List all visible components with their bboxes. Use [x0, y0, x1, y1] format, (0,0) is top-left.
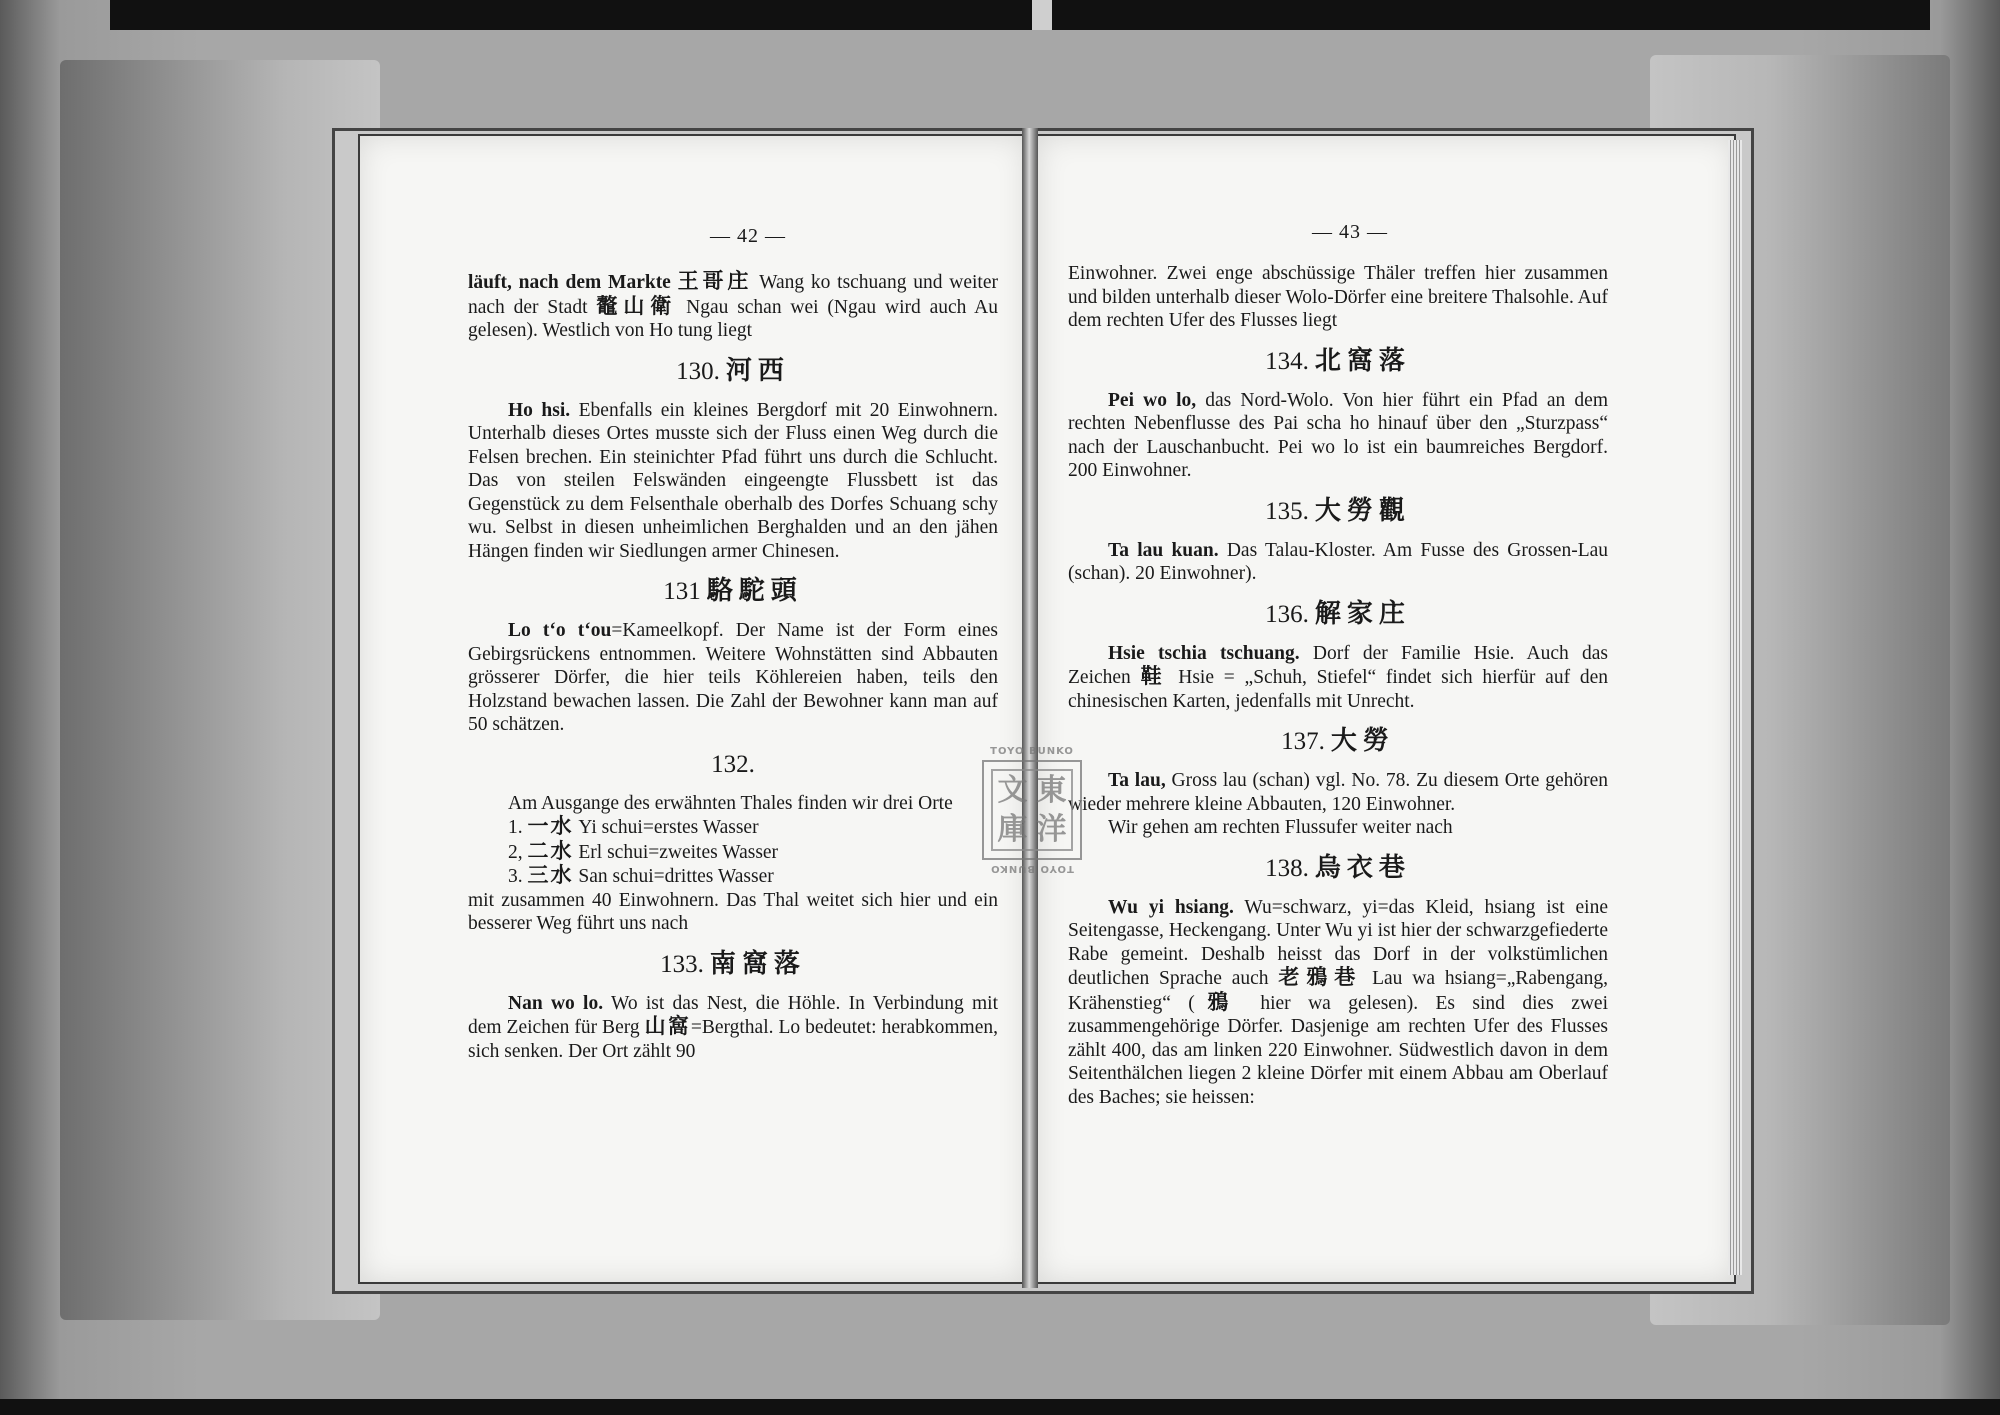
- entry-heading-130: [468, 354, 998, 389]
- opening-text-a: läuft, nach dem Markte: [468, 272, 678, 293]
- list-text: Yi schui=erstes Wasser: [578, 817, 759, 838]
- opening-paragraph: Einwohner. Zwei enge abschüssige Thäler treffen hier zusammen und bilden unterhalb dieser Wolo-Dörfer eine breitere Thalsohle. Auf dem rechten Ufer des Flusses liegt: [1068, 263, 1608, 331]
- entry-body: Wo ist das Nest, die Höhle. In Verbindung mit dem Zeichen für Berg: [468, 992, 998, 1038]
- scan-top-gap: [1032, 0, 1052, 30]
- list-item: [508, 815, 998, 840]
- entry-text-136: [1068, 642, 1608, 714]
- entry-heading-138: [1068, 851, 1608, 886]
- entry-lead: Pei wo lo,: [1108, 389, 1197, 411]
- entry-heading-137: [1068, 724, 1608, 759]
- library-stamp: [982, 746, 1082, 874]
- chinese-characters: 鞋: [1140, 664, 1169, 688]
- entry-heading-134: [1068, 344, 1608, 379]
- chinese-characters: 王哥庄: [677, 269, 753, 293]
- heading-number: 135.: [1265, 497, 1309, 525]
- entry-text-135: [1068, 539, 1608, 586]
- scan-top-edge: [110, 0, 1930, 30]
- stamp-char: 東: [1036, 773, 1067, 808]
- entry-body: Hsie = „Schuh, Stiefel“ findet sich hierfür auf den chinesischen Karten, jedenfalls mit Unrecht.: [1068, 667, 1609, 712]
- entry-text-134: [1068, 389, 1608, 483]
- chinese-characters: 一水: [527, 814, 574, 838]
- entry-lead: Ta lau,: [1108, 770, 1166, 791]
- heading-chinese: 解家庄: [1314, 598, 1411, 629]
- entry-body: Wu=schwarz, yi=das Kleid, hsiang ist eine Seitengasse, Heckengang. Unter Wu yi ist hier der schwarzgefiederte Rabe gemeint. Deshalb heisst das Dorf in der volkstümlichen deutlichen Sprache auch: [1068, 896, 1608, 989]
- heading-chinese: 烏衣巷: [1314, 852, 1411, 883]
- page-edges: [1728, 140, 1742, 1275]
- book-gutter: [1022, 128, 1038, 1288]
- entry-heading-133: [468, 947, 998, 982]
- opening-paragraph: [468, 270, 998, 343]
- entry-body: =Bergthal. Lo bedeutet: herabkommen, sich senken. Der Ort zählt 90: [468, 1017, 998, 1062]
- entry-body: Lau wa hsiang=„Rabengang, Krähenstieg“ (: [1068, 968, 1609, 1014]
- heading-chinese: 大勞: [1330, 726, 1395, 756]
- entry-body: =Kameelkopf. Der Name ist der Form eines Gebirgsrückens entnommen. Weitere Wohnstätten sind Abbauten grösserer Dörfer, die hier teils Köhlereien haben, teils den Holzstand bewachen lassen. Die Zahl der Bewohner kann man auf 50 schätzen.: [468, 620, 999, 735]
- entry-lead: Wu yi hsiang.: [1108, 896, 1234, 918]
- heading-chinese: 河西: [725, 355, 790, 386]
- village-list: [468, 815, 998, 889]
- entry-body: das Nord-Wolo. Von hier führt ein Pfad an dem rechten Nebenflusse des Pai scha ho hinauf über den „Sturzpass“ nach der Lauschanbucht. Pei wo lo ist ein baumreiches Bergdorf. 200 Einwohner.: [1068, 389, 1608, 481]
- chinese-characters: 三水: [527, 863, 574, 887]
- heading-chinese: 駱駝頭: [706, 576, 803, 606]
- stamp-label-bottom: TOYO BUNKO: [990, 863, 1074, 874]
- heading-number: 132.: [711, 750, 755, 778]
- heading-number: 130.: [676, 357, 720, 385]
- entry-body: hier wa gelesen). Es sind dies zwei zusammengehörige Dörfer. Dasjenige am rechten Ufer des Flusses zählt 400, das am linken 220 Einwohner. Südwestlich davon in dem Seitenthälchen liegen 2 kleine Dörfer mit einem Abbau am Oberlauf des Baches; sie heissen:: [1068, 992, 1609, 1108]
- left-page-text: [468, 270, 998, 1063]
- heading-chinese: 大勞觀: [1314, 495, 1411, 526]
- entry-text-132-outro: mit zusammen 40 Einwohnern. Das Thal weitet sich hier und ein besserer Weg führt uns nach: [468, 889, 998, 934]
- entry-text-131: [468, 619, 998, 737]
- entry-lead: Nan wo lo.: [508, 992, 604, 1014]
- entry-body: Das Talau-Kloster. Am Fusse des Grossen-Lau (schan). 20 Einwohner).: [1068, 539, 1609, 584]
- heading-number: 136.: [1265, 600, 1309, 628]
- entry-lead: Hsie tschia tschuang.: [1108, 642, 1300, 664]
- entry-lead: Ho hsi.: [508, 399, 571, 421]
- entry-body: Ebenfalls ein kleines Bergdorf mit 20 Einwohnern. Unterhalb dieses Ortes musste sich der Fluss einen Weg durch die Felsen brechen. Ein steinichter Pfad führt uns durch die Schlucht. Das von steilen Felswänden eingeengte Flussbett ist das Gegenstück zu dem Felsenthale oberhalb des Dorfes Schuang schy wu. Selbst in diesen unheimlichen Berghalden und an den jähen Hängen finden wir Siedlungen armer Chinesen.: [468, 399, 998, 562]
- entry-lead: Ta lau kuan.: [1108, 539, 1219, 561]
- stamp-label-top: TOYO BUNKO: [990, 746, 1074, 757]
- stamp-char: 庫: [997, 812, 1028, 847]
- heading-number: 138.: [1265, 854, 1309, 882]
- heading-chinese: 南窩落: [709, 948, 806, 979]
- chinese-characters: 鼇山衛: [596, 293, 678, 318]
- list-item: [508, 864, 998, 889]
- opening-text-c: Ngau schan wei (Ngau wird auch Au gelesen). Westlich von Ho tung liegt: [468, 296, 999, 341]
- stamp-char: 洋: [1036, 812, 1067, 847]
- entry-lead: Lo t‘o t‘ou: [508, 620, 612, 641]
- list-number: 3.: [508, 866, 523, 887]
- scan-bottom-edge: [0, 1399, 2000, 1415]
- entry-text-132: Am Ausgange des erwähnten Thales finden wir drei Orte: [508, 792, 953, 814]
- entry-body: Gross lau (schan) vgl. No. 78. Zu diesem Orte gehören wieder mehrere kleine Abbauten, 120 Einwohner.: [1068, 770, 1609, 815]
- list-text: Erl schui=zweites Wasser: [578, 841, 779, 863]
- entry-heading-135: [1068, 494, 1608, 529]
- page-number-right: — 43 —: [1312, 221, 1388, 243]
- entry-text-133: [468, 992, 998, 1064]
- entry-text-137-next: Wir gehen am rechten Flussufer weiter nach: [1108, 817, 1453, 838]
- entry-text-137: [1068, 769, 1608, 816]
- opening-text-b: Wang ko tschuang und weiter nach der Stadt: [468, 272, 998, 318]
- right-page-text: [1068, 262, 1608, 1109]
- list-number: 2,: [508, 841, 523, 863]
- heading-number: 134.: [1265, 347, 1309, 375]
- heading-number: 131: [663, 578, 701, 605]
- list-text: San schui=drittes Wasser: [578, 866, 774, 887]
- chinese-characters: 老鴉巷: [1278, 965, 1363, 989]
- entry-heading-132: [468, 748, 998, 782]
- entry-heading-136: [1068, 597, 1608, 632]
- entry-heading-131: [468, 574, 998, 609]
- list-number: 1.: [508, 817, 523, 838]
- stamp-char: 文: [997, 773, 1028, 808]
- chinese-characters: 鴉: [1194, 989, 1243, 1014]
- entry-text-130: [468, 399, 998, 564]
- stamp-seal: [991, 769, 1073, 851]
- chinese-characters: 山窩: [644, 1014, 691, 1038]
- entry-body: Dorf der Familie Hsie. Auch das Zeichen: [1068, 642, 1608, 688]
- list-item: [508, 840, 998, 865]
- page-number-left: — 42 —: [710, 225, 786, 247]
- heading-number: 137.: [1281, 728, 1325, 755]
- chinese-characters: 二水: [527, 838, 574, 863]
- heading-number: 133.: [660, 950, 704, 978]
- entry-text-138: [1068, 896, 1608, 1110]
- heading-chinese: 北窩落: [1314, 345, 1411, 376]
